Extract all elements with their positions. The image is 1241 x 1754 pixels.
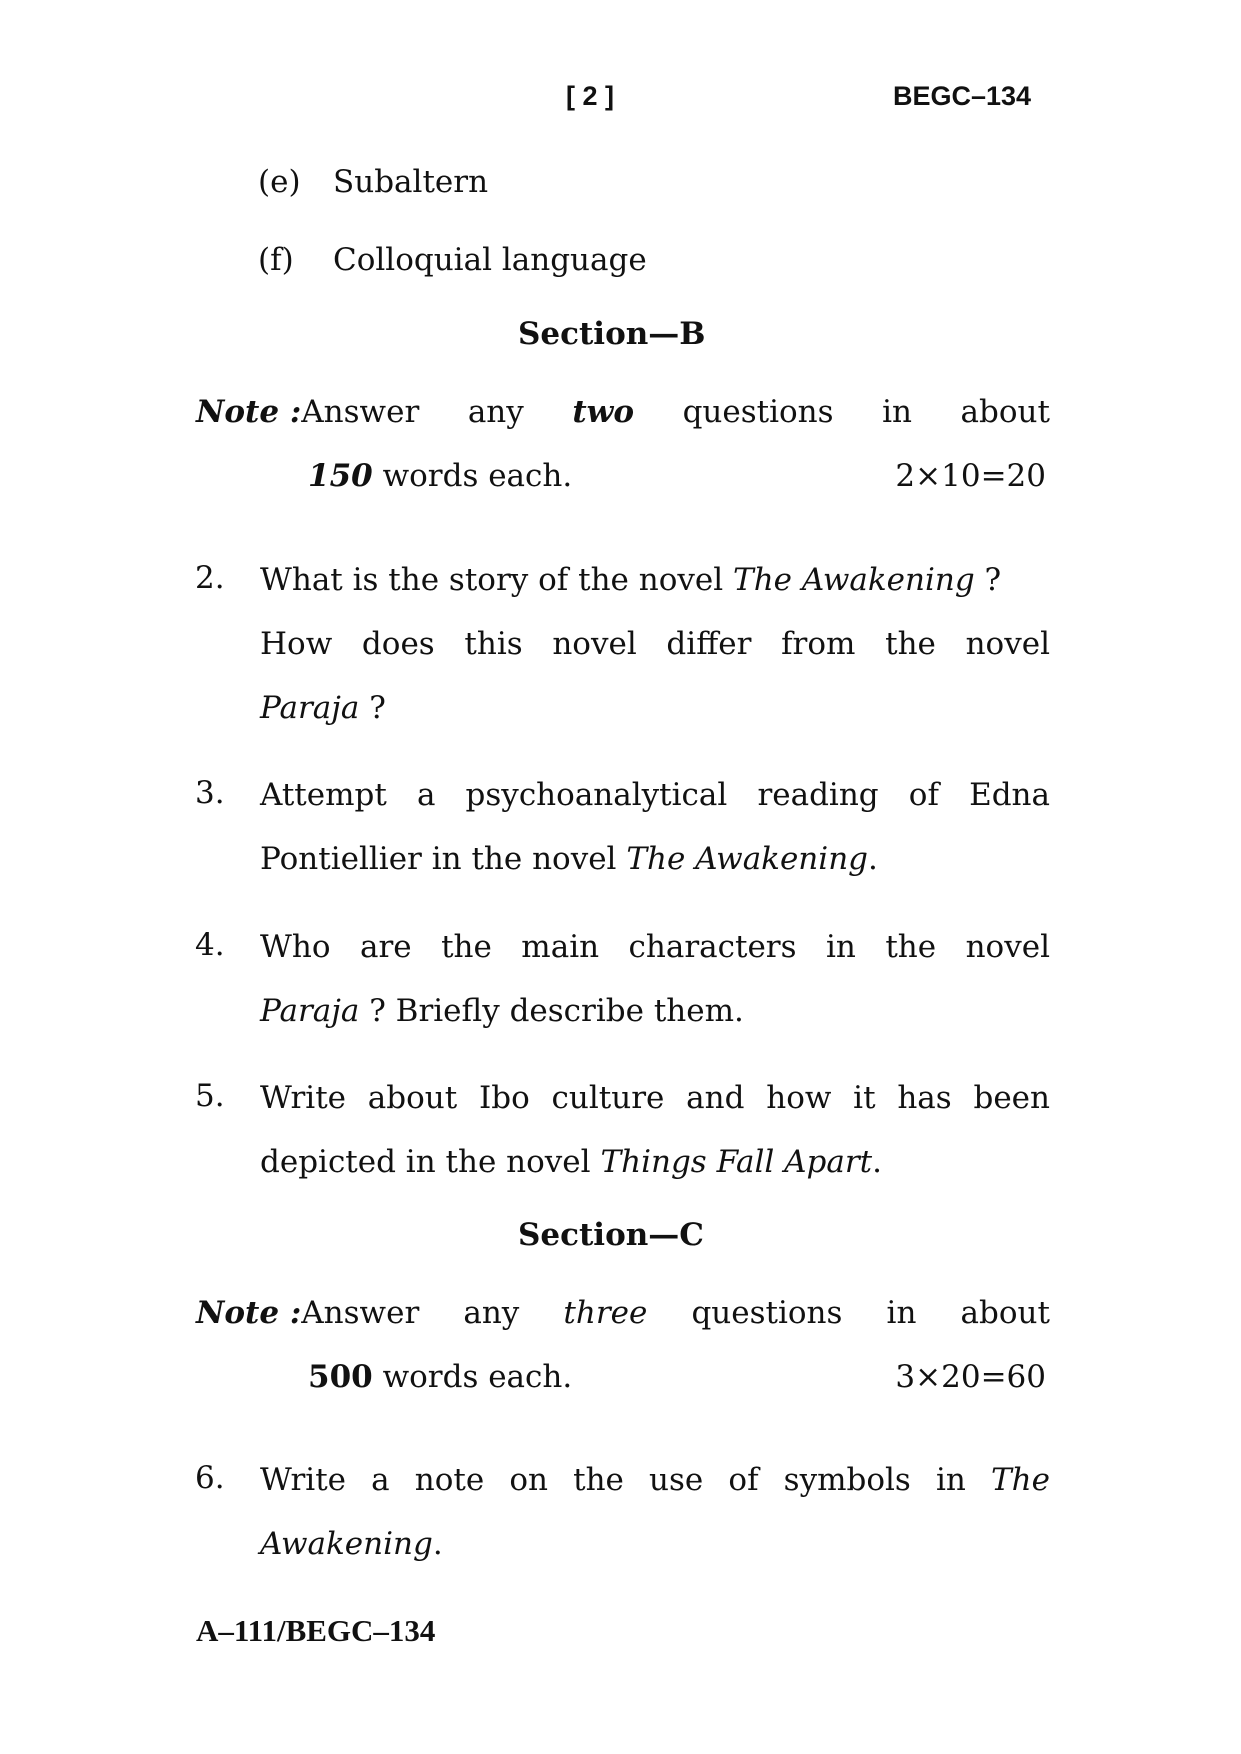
question-4	[260, 915, 1050, 1043]
note-word-count: 150	[308, 458, 373, 494]
note-word: questions	[691, 1295, 843, 1331]
q6-text: Write a note on the use of symbols in	[260, 1462, 991, 1498]
note-label: Note :	[196, 1295, 302, 1331]
footer-code: A–111/BEGC–134	[196, 1613, 436, 1648]
q2-post: ?	[974, 562, 1002, 598]
q4-post: ? Briefly describe them.	[359, 993, 744, 1029]
item-f	[258, 228, 294, 292]
note-word: any	[463, 1295, 520, 1331]
q6-post: .	[432, 1526, 443, 1562]
q6-title: The	[991, 1462, 1050, 1498]
item-f-text: Colloquial language	[333, 242, 647, 278]
question-2	[260, 548, 1050, 740]
section-b-note	[196, 380, 1050, 508]
note-word: in	[882, 394, 912, 430]
q4-title: Paraja	[260, 993, 360, 1029]
note-word: about	[960, 394, 1050, 430]
q3-title: The Awakening	[626, 841, 869, 877]
note-word: questions	[682, 394, 834, 430]
question-number: 5.	[195, 1078, 225, 1114]
q5-text: depicted in the novel	[260, 1144, 601, 1180]
q6-title2: Awakening	[260, 1526, 433, 1562]
item-label: (f)	[258, 242, 294, 278]
question-number: 6.	[195, 1460, 225, 1496]
item-label: (e)	[258, 164, 301, 200]
question-number: 3.	[195, 775, 225, 811]
note-word: any	[467, 394, 524, 430]
q2-title2: Paraja	[260, 690, 360, 726]
note-word: in	[886, 1295, 917, 1331]
question-6	[260, 1448, 1050, 1576]
note-label: Note :	[196, 394, 302, 430]
q4-line1: Who are the main characters in the novel	[260, 929, 1050, 965]
question-5	[260, 1066, 1050, 1194]
q2-title: The Awakening	[733, 562, 975, 598]
section-c-note	[196, 1281, 1050, 1409]
note-tail: words each.	[382, 1359, 573, 1395]
note-tail: words each.	[382, 458, 573, 494]
note-word: Answer	[301, 394, 420, 430]
section-c-title: Section—C	[518, 1217, 704, 1253]
course-code: BEGC–134	[893, 81, 1032, 111]
question-3	[260, 763, 1050, 891]
note-word-count: 500	[308, 1359, 373, 1395]
item-e	[258, 150, 301, 214]
q5-post: .	[872, 1144, 882, 1180]
q5-title: Things Fall Apart	[600, 1144, 873, 1180]
question-number: 2.	[195, 560, 225, 596]
q2-post2: ?	[359, 690, 386, 726]
note-word: Answer	[301, 1295, 420, 1331]
question-number: 4.	[195, 927, 225, 963]
q3-line1: Attempt a psychoanalytical reading of Edna	[260, 777, 1050, 813]
q5-line1: Write about Ibo culture and how it has been	[260, 1080, 1050, 1116]
q3-post: .	[868, 841, 878, 877]
q2-text: What is the story of the novel	[260, 562, 734, 598]
note-word: two	[572, 394, 635, 430]
marks: 2×10=20	[895, 458, 1046, 494]
item-e-text: Subaltern	[333, 164, 489, 200]
q3-text: Pontiellier in the novel	[260, 841, 627, 877]
page-number: [ 2 ]	[566, 81, 615, 111]
note-word: about	[960, 1295, 1050, 1331]
section-b-title: Section—B	[518, 316, 706, 352]
marks: 3×20=60	[895, 1359, 1046, 1395]
q2-line2: How does this novel differ from the novel	[260, 626, 1050, 662]
note-word: three	[563, 1295, 648, 1331]
